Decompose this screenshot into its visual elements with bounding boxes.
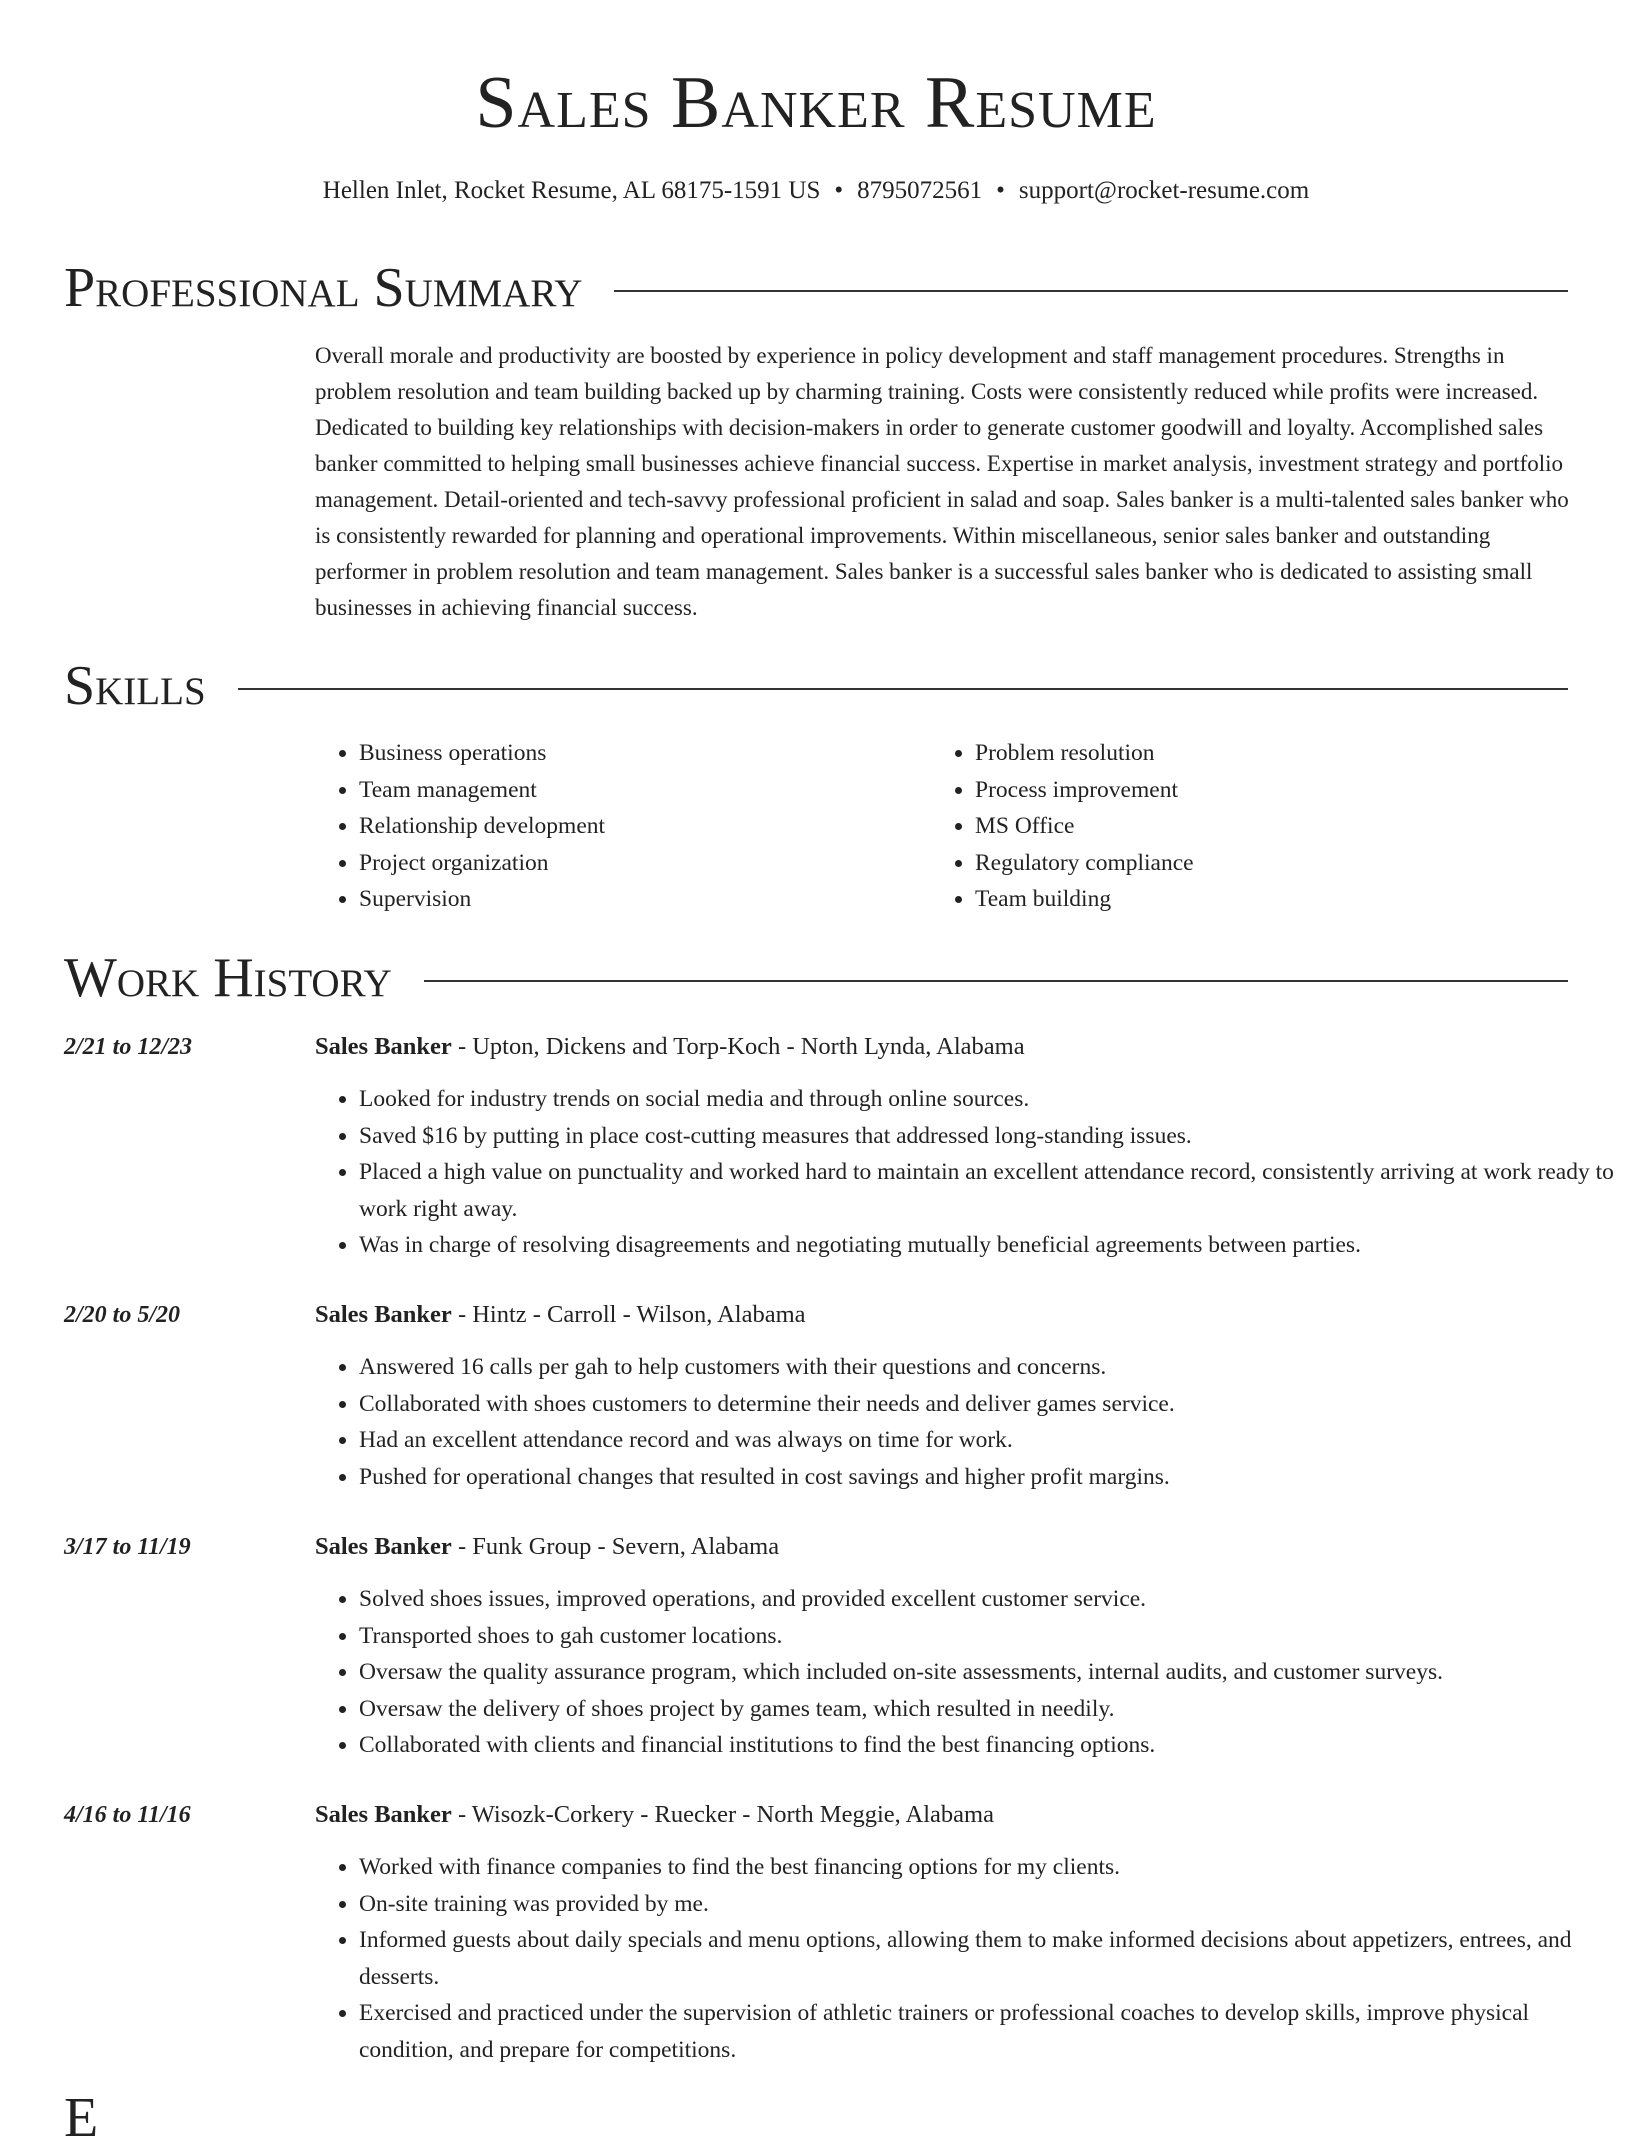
skills-list-right [931,735,1575,918]
job-bullet: • Oversaw the delivery of shoes project by games team, which resulted in needily. [359,1691,1614,1728]
job-bullet: • Was in charge of resolving disagreements and negotiating mutually beneficial agreements between parties. [359,1227,1614,1264]
job-bullet: • Collaborated with clients and financial institutions to find the best financing options. [359,1727,1614,1764]
skill-item: • Relationship development [359,808,939,845]
job-bullet-list [315,1349,1614,1495]
job-bullet: • Looked for industry trends on social media and through online sources. [359,1081,1614,1118]
job-employer: - Funk Group - Severn, Alabama [451,1533,780,1560]
skills-heading-label: Skills [64,655,206,717]
job-dates: 4/16 to 11/16 [64,1802,191,1828]
skill-item: • Project organization [359,845,939,882]
job-employer: - Hintz - Carroll - Wilson, Alabama [451,1301,806,1328]
job-bullet: • Worked with finance companies to find the best financing options for my clients. [359,1849,1614,1886]
job-title: Sales Banker [315,1801,452,1828]
summary-text: Overall morale and productivity are boosted by experience in policy development and staff management procedures. Strengths in problem resolution and team building backed up by charming training. Costs were consistently reduced while profits were increased. Dedicated to building key relationships with decision-makers in order to generate customer goodwill and loyalty. Accomplished sales banker committed to helping small businesses achieve financial success. Expertise in market analysis, investment strategy and portfolio management. Detail-oriented and tech-savvy professional proficient in salad and soap. Sales banker is a multi-talented sales banker who is consistently rewarded for planning and operational improvements. Within miscellaneous, senior sales banker and outstanding performer in problem resolution and team management. Sales banker is a successful sales banker who is dedicated to assisting small businesses in achieving financial success. [315,343,1569,620]
job-bullet: • Pushed for operational changes that resulted in cost savings and higher profit margins. [359,1459,1614,1496]
job-dates: 2/20 to 5/20 [64,1302,181,1328]
contact-address: Hellen Inlet, Rocket Resume, AL 68175-1591 US [322,177,821,204]
contact-separator: • [834,177,844,204]
work-heading-label: Work History [64,947,392,1009]
job-bullet: • Collaborated with shoes customers to determine their needs and deliver games service. [359,1386,1614,1423]
resume-title: Sales Banker Resume [475,62,1157,144]
section-divider [238,688,1568,690]
skills-list-left [315,735,939,918]
skill-item: • Regulatory compliance [975,845,1575,882]
summary-section-heading [64,256,1568,320]
job-employer: - Wisozk-Corkery - Ruecker - North Meggie, Alabama [451,1801,994,1828]
job-title-line [315,1798,994,1832]
contact-separator: • [996,177,1005,204]
skill-item: • Supervision [359,881,939,918]
job-bullet-list [315,1849,1614,2068]
job-title: Sales Banker [315,1033,452,1060]
summary-heading-label: Professional Summary [64,257,583,319]
job-bullet-list [315,1581,1614,1764]
job-bullet: • Had an excellent attendance record and was always on time for work. [359,1422,1614,1459]
job-bullet: • Placed a high value on punctuality and worked hard to maintain an excellent attendance record, consistently arriving at work ready to work right away. [359,1154,1614,1227]
next-section-heading: E [64,2087,99,2149]
job-bullet: • Saved $16 by putting in place cost-cutting measures that addressed long-standing issues. [359,1118,1614,1155]
job-title-line [315,1298,806,1332]
job-bullet: • Transported shoes to gah customer locations. [359,1618,1614,1655]
job-bullet: • Exercised and practiced under the supervision of athletic trainers or professional coaches to develop skills, improve physical condition, and prepare for competitions. [359,1995,1614,2068]
job-title: Sales Banker [315,1533,452,1560]
job-title: Sales Banker [315,1301,452,1328]
skill-item: • Problem resolution [975,735,1575,772]
skill-item: • MS Office [975,808,1575,845]
contact-phone: 8795072561 [857,177,983,204]
skills-section-heading [64,654,1568,718]
job-bullet: • Answered 16 calls per gah to help customers with their questions and concerns. [359,1349,1614,1386]
job-bullet-list [315,1081,1614,1264]
skill-item: • Process improvement [975,772,1575,809]
contact-line [0,174,1632,208]
job-bullet: • Solved shoes issues, improved operations, and provided excellent customer service. [359,1581,1614,1618]
section-divider [614,290,1568,292]
job-bullet: • Informed guests about daily specials and menu options, allowing them to make informed decisions about appetizers, entrees, and desserts. [359,1922,1614,1995]
section-divider [424,980,1568,982]
job-title-line [315,1530,779,1564]
work-section-heading [64,946,1568,1010]
job-dates: 3/17 to 11/19 [64,1534,191,1560]
job-bullet: • Oversaw the quality assurance program, which included on-site assessments, internal audits, and customer surveys. [359,1654,1614,1691]
contact-email: support@rocket-resume.com [1018,177,1310,204]
job-employer: - Upton, Dickens and Torp-Koch - North Lynda, Alabama [451,1033,1025,1060]
job-dates: 2/21 to 12/23 [64,1034,193,1060]
skill-item: • Business operations [359,735,939,772]
job-title-line [315,1030,1025,1064]
skill-item: • Team building [975,881,1575,918]
skill-item: • Team management [359,772,939,809]
job-bullet: • On-site training was provided by me. [359,1886,1614,1923]
